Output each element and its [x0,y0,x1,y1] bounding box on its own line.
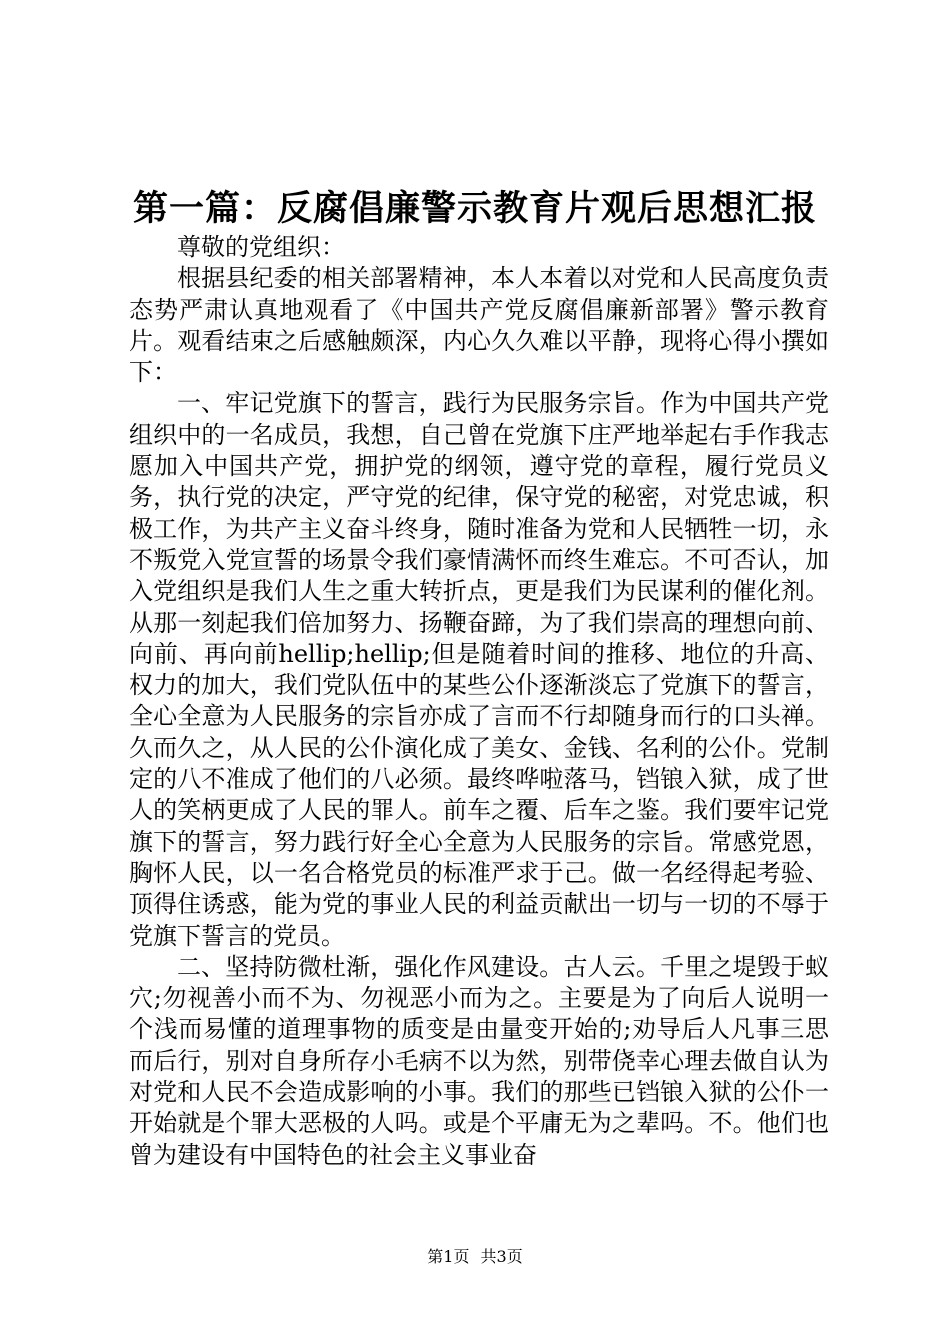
paragraph-section-one: 一、牢记党旗下的誓言，践行为民服务宗旨。作为中国共产党组织中的一名成员，我想，自己曾在党旗下庄严地举起右手作我志愿加入中国共产党，拥护党的纲领，遵守党的章程，履行党员义务，执行党的决定，严守党的纪律，保守党的秘密，对党忠诚，积极工作，为共产主义奋斗终身，随时准备为党和人民牺牲一切，永不叛党入党宣誓的场景令我们豪情满怀而终生难忘。不可否认，加入党组织是我们人生之重大转折点，更是我们为民谋利的催化剂。从那一刻起我们倍加努力、扬鞭奋蹄，为了我们崇高的理想向前、向前、再向前hellip;hellip;但是随着时间的推移、地位的升高、权力的加大，我们党队伍中的某些公仆逐渐淡忘了党旗下的誓言，全心全意为人民服务的宗旨亦成了言而不行却随身而行的口头禅。久而久之，从人民的公仆演化成了美女、金钱、名利的公仆。党制定的八不准成了他们的八必须。最终哗啦落马，铛锒入狱，成了世人的笑柄更成了人民的罪人。前车之覆、后车之鉴。我们要牢记党旗下的誓言，努力践行好全心全意为人民服务的宗旨。常感党恩，胸怀人民，以一名合格党员的标准严求于己。做一名经得起考验、顶得住诱惑，能为党的事业人民的利益贡献出一切与一切的不辱于党旗下誓言的党员。 [129,389,829,950]
page-number: 第1页 [427,1247,470,1266]
page-footer [0,1246,950,1268]
salutation: 尊敬的党组织： [177,233,345,261]
paragraph-intro: 根据县纪委的相关部署精神，本人本着以对党和人民高度负责态势严肃认真地观看了《中国共产党反腐倡廉新部署》警示教育片。观看结束之后感触颇深，内心久久难以平静，现将心得小撰如下： [129,264,829,387]
paragraph-section-two: 二、坚持防微杜渐，强化作风建设。古人云。千里之堤毁于蚁穴;勿视善小而不为、勿视恶小而为之。主要是为了向后人说明一个浅而易懂的道理事物的质变是由量变开始的;劝导后人凡事三思而后行，别对自身所存小毛病不以为然，别带侥幸心理去做自认为对党和人民不会造成影响的小事。我们的那些已铛锒入狱的公仆一开始就是个罪大恶极的人吗。或是个平庸无为之辈吗。不。他们也曾为建设有中国特色的社会主义事业奋 [129,952,829,1169]
document-title: 第一篇：反腐倡廉警示教育片观后思想汇报 [132,188,817,229]
page-total: 共3页 [480,1247,523,1266]
document-body [129,232,829,1171]
